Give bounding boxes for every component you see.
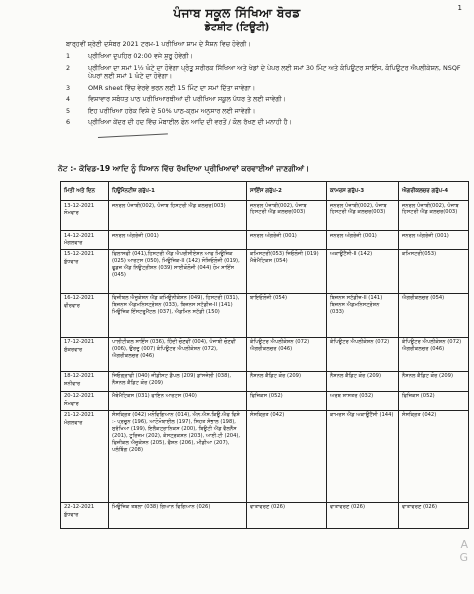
date-cell: 21-12-2021 ਮੰਗਲਵਾਰ <box>61 410 109 502</box>
header-group-1: ਹਿਊਮੈਨਟੀਜ਼ ਗਰੁੱਪ-1 <box>109 182 247 201</box>
group4-cell: ਵਾਤਾਵਰਣ (026) <box>399 502 469 528</box>
date-cell: 16-12-2021 ਵੀਰਵਾਰ <box>61 293 109 337</box>
table-row <box>61 410 469 502</box>
group3-cell: ਵਾਤਾਵਰਣ (026) <box>327 502 399 528</box>
group2-cell: ਕਮਿਸਟਰੀ(053) ਜਿਓਲੋਜੀ (019) ਮੈਥੇਮੈਟਿਕਸ (054) <box>247 249 327 293</box>
group1-cell: ਜਨਰਲ ਅੰਗਰੇਜ਼ੀ (001) <box>109 231 247 250</box>
group2-cell: ਬਾਇਓਲੋਜੀ (054) <box>247 293 327 337</box>
header-group-2: ਸਾਇੰਸ ਗਰੁੱਪ-2 <box>247 182 327 201</box>
datesheet-table <box>60 181 469 529</box>
group1-cell: ਫਿਲਾਸਫੀ (041),ਹਿਸਟਰੀ ਐਂਡ ਐਪਰੀਸੀਏਸ਼ਨ ਆਫ ਮਿਊਜ਼ਿਕ (025) ਆਰਟਸ (050), ਮਿਊਜ਼ਿਕ-II (142) ਸੋਸ਼ਿਓਲੋਜੀ (019), ਫੂਡਜ਼ ਐਂਡ ਨਿਊਟ੍ਰੀਸ਼ਨ (039) ਸਾਈਕੋਲੋਜੀ (044) ਹੋਮ ਸਾਇੰਸ (045) <box>109 249 247 293</box>
group2-cell: ਕੰਪਿਊਟਰ ਐਪਲੀਕੇਸ਼ਨ (072) ਐਗਰੀਕਲਚਰ (046) <box>247 337 327 371</box>
datesheet-subtitle: ਡੇਟਸ਼ੀਟ (ਟਿਊਟੀ) <box>204 22 270 33</box>
group4-cell: ਕਮਿਸਟਰੀ(053) <box>399 249 469 293</box>
page-number: 1 <box>457 4 462 12</box>
group2-cell: ਜਨਰਲ ਅੰਗਰੇਜ਼ੀ (001) <box>247 231 327 250</box>
group3-cell: ਕੰਪਿਊਟਰ ਐਪਲੀਕੇਸ਼ਨ (072) <box>327 337 399 371</box>
pen-mark <box>98 133 168 139</box>
table-row <box>61 391 469 410</box>
group3-cell: ਅਕਾਊਂਟੈਂਸੀ-II (142) <box>327 249 399 293</box>
group2-cell: ਸੰਸਕ੍ਰਿਤ (042) <box>247 410 327 502</box>
instruction-item: 2 ਪ੍ਰੀਖਿਆ ਦਾ ਸਮਾਂ 1½ ਘੰਟੇ ਦਾ ਹੋਵੇਗਾ ਪ੍ਰੰਤੂ ਸਰੀਰਕ ਸਿੱਖਿਆ ਅਤੇ ਖੇਡਾਂ ਦੇ ਪੇਪਰ ਲਈ ਸਮਾਂ 30 ਮਿੰਟ ਅਤੇ ਕੰਪਿਊਟਰ ਸਾਇੰਸ, ਕੰਪਿਊਟਰ ਐਪਲੀਕੇਸ਼ਨ, NSQF ਪੇਪਰਾਂ ਲਈ ਸਮਾਂ 1 ਘੰਟੇ ਦਾ ਹੋਵੇਗਾ। <box>66 63 461 80</box>
group2-cell: ਨੈਸ਼ਨਲ ਕੈਡਿਟ ਕੋਰ (209) <box>247 371 327 391</box>
group1-cell: ਪਾਲੀਟੀਕਲ ਸਾਇੰਸ (036), ਹਿੰਦੀ ਚੋਣਵੀਂ (004), ਪੰਜਾਬੀ ਚੋਣਵੀਂ (006), ਉਰਦੂ (007) ਕੰਪਿਊਟਰ ਐਪਲੀਕੇਸ਼ਨ (072), ਐਗਰੀਕਲਚਰ (046) <box>109 337 247 371</box>
instruction-item: 6 ਪ੍ਰੀਖਿਆ ਕੇਂਦਰ ਦੀ ਹਦ ਵਿੱਚ ਮੋਬਾਈਲ ਫੋਨ ਆਦਿ ਦੀ ਵਰਤੋਂ / ਕੋਲ ਰੱਖਣ ਦੀ ਮਨਾਹੀ ਹੈ। <box>66 118 292 127</box>
covid-note: ਨੋਟ :- ਕੋਵਿਡ-19 ਆਦਿ ਨੂੰ ਧਿਆਨ ਵਿੱਚ ਰੱਖਦਿਆ ਪ੍ਰੀਖਿਆਵਾਂ ਕਰਵਾਈਆਂ ਜਾਣਗੀਆਂ। <box>58 164 310 173</box>
date-cell: 17-12-2021 ਸ਼ੁੱਕਰਵਾਰ <box>61 337 109 371</box>
group1-cell: ਵਿਜ਼ੀਬਲ ਐਜੂਕੇਸ਼ਨ ਐਂਡ ਕਮਿਊਨੀਕੇਸ਼ਨ (049), ਹਿਸਟਰੀ (031), ਬਿਜ਼ਨਸ ਐਡਮਨਿਸਟ੍ਰੇਸ਼ਨ (033), ਬਿਜ਼ਨਸ ਸਟੱਡੀਜ਼-II (141) ਮਿਊਜ਼ਿਕ ਇੰਸਟਰੂਮੈਂਟਲ (037), ਐਡਮਿਨ ਸਟੱਡੀ (150) <box>109 293 247 337</box>
group3-cell: ਜਨਰਲ ਅੰਗਰੇਜ਼ੀ (001) <box>327 231 399 250</box>
instruction-item: 1 ਪ੍ਰੀਖਿਆ ਦੁਪਹਿਰ 02:00 ਵਜੇ ਸ਼ੁਰੂ ਹੋਵੇਗੀ। <box>66 52 193 60</box>
group3-cell: ਬਿਜ਼ਨਸ ਸਟੱਡੀਜ਼-II (141) ਬਿਜ਼ਨਸ ਐਡਮਨਿਸਟ੍ਰੇਸ਼ਨ (033) <box>327 293 399 337</box>
group1-cell: ਮੈਥੇਮੈਟਿਕਸ (031) ਫਾਇਨ ਆਰਟਸ (040) <box>109 391 247 410</box>
group4-cell: ਕੰਪਿਊਟਰ ਐਪਲੀਕੇਸ਼ਨ (072) ਐਗਰੀਕਲਚਰ (046) <box>399 337 469 371</box>
date-cell: 22-12-2021 ਬੁੱਧਵਾਰ <box>61 502 109 528</box>
table-header-row <box>61 182 469 201</box>
instruction-item: 5 ਇਹ ਪਰੀਖਿਆ ਹਰੇਕ ਵਿਸ਼ੇ ਦੇ 50% ਪਾਠ-ਕ੍ਰਮ ਅਨੁਸਾਰ ਲਈ ਜਾਵੇਗੀ। <box>66 106 256 115</box>
table-row <box>61 201 469 231</box>
group2-cell: ਫਿਜ਼ਿਕਸ (052) <box>247 391 327 410</box>
group2-cell: ਵਾਤਾਵਰਣ (026) <box>247 502 327 528</box>
header-group-3: ਕਾਮਰਸ ਗਰੁੱਪ-3 <box>327 182 399 201</box>
table-row <box>61 249 469 293</box>
intro-line: ਬਾਰ੍ਹਵੀਂ ਸ਼੍ਰੇਣੀ ਦਸੰਬਰ 2021 ਟਰਮ-1 ਪਰੀਖਿਆ ਸ਼ਾਮ ਦੇ ਸੈਸ਼ਨ ਵਿਚ ਹੋਵੇਗੀ। <box>66 40 251 48</box>
group3-cell: ਕਾਮਰਸ ਐਂਡ ਅਕਾਊਂਟੈਂਸੀ (144) <box>327 410 399 502</box>
group1-cell: ਜਨਰਲ ਪੰਜਾਬੀ(002), ਪੰਜਾਬ ਹਿਸਟਰੀ ਐਂਡ ਕਲਚਰ(003) <box>109 201 247 231</box>
table-row <box>61 371 469 391</box>
header-date-day: ਮਿਤੀ ਅਤੇ ਦਿਨ <box>61 182 109 201</box>
date-cell: 20-12-2021 ਸੋਮਵਾਰ <box>61 391 109 410</box>
group1-cell: ਜਿਓਗ੍ਰਾਫੀ (040) ਜੀਡੀਸਟ ਡੈਪਲ (209) ਡਾਂਸਜੇਲੀ (038), ਨੈਸ਼ਨਲ ਕੈਡਿਟ ਕੋਰ (209) <box>109 371 247 391</box>
group3-cell: ਨੈਸ਼ਨਲ ਕੈਡਿਟ ਕੋਰ (209) <box>327 371 399 391</box>
group4-cell: ਜਨਰਲ ਅੰਗਰੇਜ਼ੀ (001) <box>399 231 469 250</box>
header-group-4: ਐਗਰੀਕਲਚਰ ਗਰੁੱਪ-4 <box>399 182 469 201</box>
group4-cell: ਜਨਰਲ ਪੰਜਾਬੀ(002), ਪੰਜਾਬ ਹਿਸਟਰੀ ਐਂਡ ਕਲਚਰ(003) <box>399 201 469 231</box>
table-row <box>61 337 469 371</box>
group3-cell: ਜਨਰਲ ਪੰਜਾਬੀ(002), ਪੰਜਾਬ ਹਿਸਟਰੀ ਐਂਡ ਕਲਚਰ(003) <box>327 201 399 231</box>
group4-cell: ਸੰਸਕ੍ਰਿਤ (042) <box>399 410 469 502</box>
watermark-text: A G <box>459 538 468 564</box>
group1-cell: ਮਿਊਜ਼ਿਕ ਤਬਲਾ (038) ਗਿਆਨ ਵਿਗਿਆਨ (026) <box>109 502 247 528</box>
group4-cell: ਨੈਸ਼ਨਲ ਕੈਡਿਟ ਕੋਰ (209) <box>399 371 469 391</box>
date-cell: 15-12-2021 ਬੁੱਧਵਾਰ <box>61 249 109 293</box>
date-cell: 14-12-2021 ਮੰਗਲਵਾਰ <box>61 231 109 250</box>
instructions-list <box>66 52 466 130</box>
table-row <box>61 293 469 337</box>
group4-cell: ਫਿਜ਼ਿਕਸ (052) <box>399 391 469 410</box>
date-cell: 13-12-2021 ਸੋਮਵਾਰ <box>61 201 109 231</box>
group1-cell: ਸੰਸਕ੍ਰਿਤ (042) ਮਨੋਵਿਗਿਆਨ (014), ਐਨ.ਐਸ.ਕਿਊ.ਐਫ ਵਿਸ਼ੇ :- ਪ੍ਰਚੂਨ (196), ਆਟੋਮੋਬਾਈਲ (197), ਸਿਹਤ ਸੰਭਾਲ (198), ਸੁਰੱਖਿਆ (199), ਇਲੈਕਟ੍ਰਾਨਿਕਸ (200), ਬਿਊਟੀ ਐਂਡ ਵੈਲਨੈੱਸ (201), ਟੂਰਿਜ਼ਮ (202), ਕੰਸਟ੍ਰਕਸ਼ਨ (203), ਆਈ.ਟੀ (204), ਫਿਜ਼ੀਕਲ ਐਜੂਕੇਸ਼ਨ (205), ਫੈਸ਼ਨ (206), ਮੀਡੀਆ (207), ਪਲੰਬਿੰਗ (208) <box>109 410 247 502</box>
table-row <box>61 231 469 250</box>
group3-cell: ਅਰਥ ਸ਼ਾਸਤਰ (032) <box>327 391 399 410</box>
group2-cell: ਜਨਰਲ ਪੰਜਾਬੀ(002), ਪੰਜਾਬ ਹਿਸਟਰੀ ਐਂਡ ਕਲਚਰ(003) <box>247 201 327 231</box>
instruction-item: 3 OMR sheet ਵਿੱਚ ਵੇਰਵੇ ਭਰਨ ਲਈ 15 ਮਿੰਟ ਦਾ ਸਮਾਂ ਦਿੱਤਾ ਜਾਵੇਗਾ। <box>66 83 256 92</box>
instruction-item: 4 ਵਿਸ਼ਾਵਾਰ ਸਬੰਧਤ ਪਾਠ ਪਰੀਖਿਆਰਥੀਆਂ ਦੀ ਪਰੀਖਿਆ ਸਕੂਲ ਪੱਧਰ ਤੇ ਲਈ ਜਾਵੇਗੀ। <box>66 95 287 104</box>
group4-cell: ਐਗਰੀਕਲਚਰ (054) <box>399 293 469 337</box>
board-title: ਪੰਜਾਬ ਸਕੂਲ ਸਿੱਖਿਆ ਬੋਰਡ <box>173 6 301 20</box>
table-row <box>61 502 469 528</box>
date-cell: 18-12-2021 ਸ਼ਨੀਵਾਰ <box>61 371 109 391</box>
